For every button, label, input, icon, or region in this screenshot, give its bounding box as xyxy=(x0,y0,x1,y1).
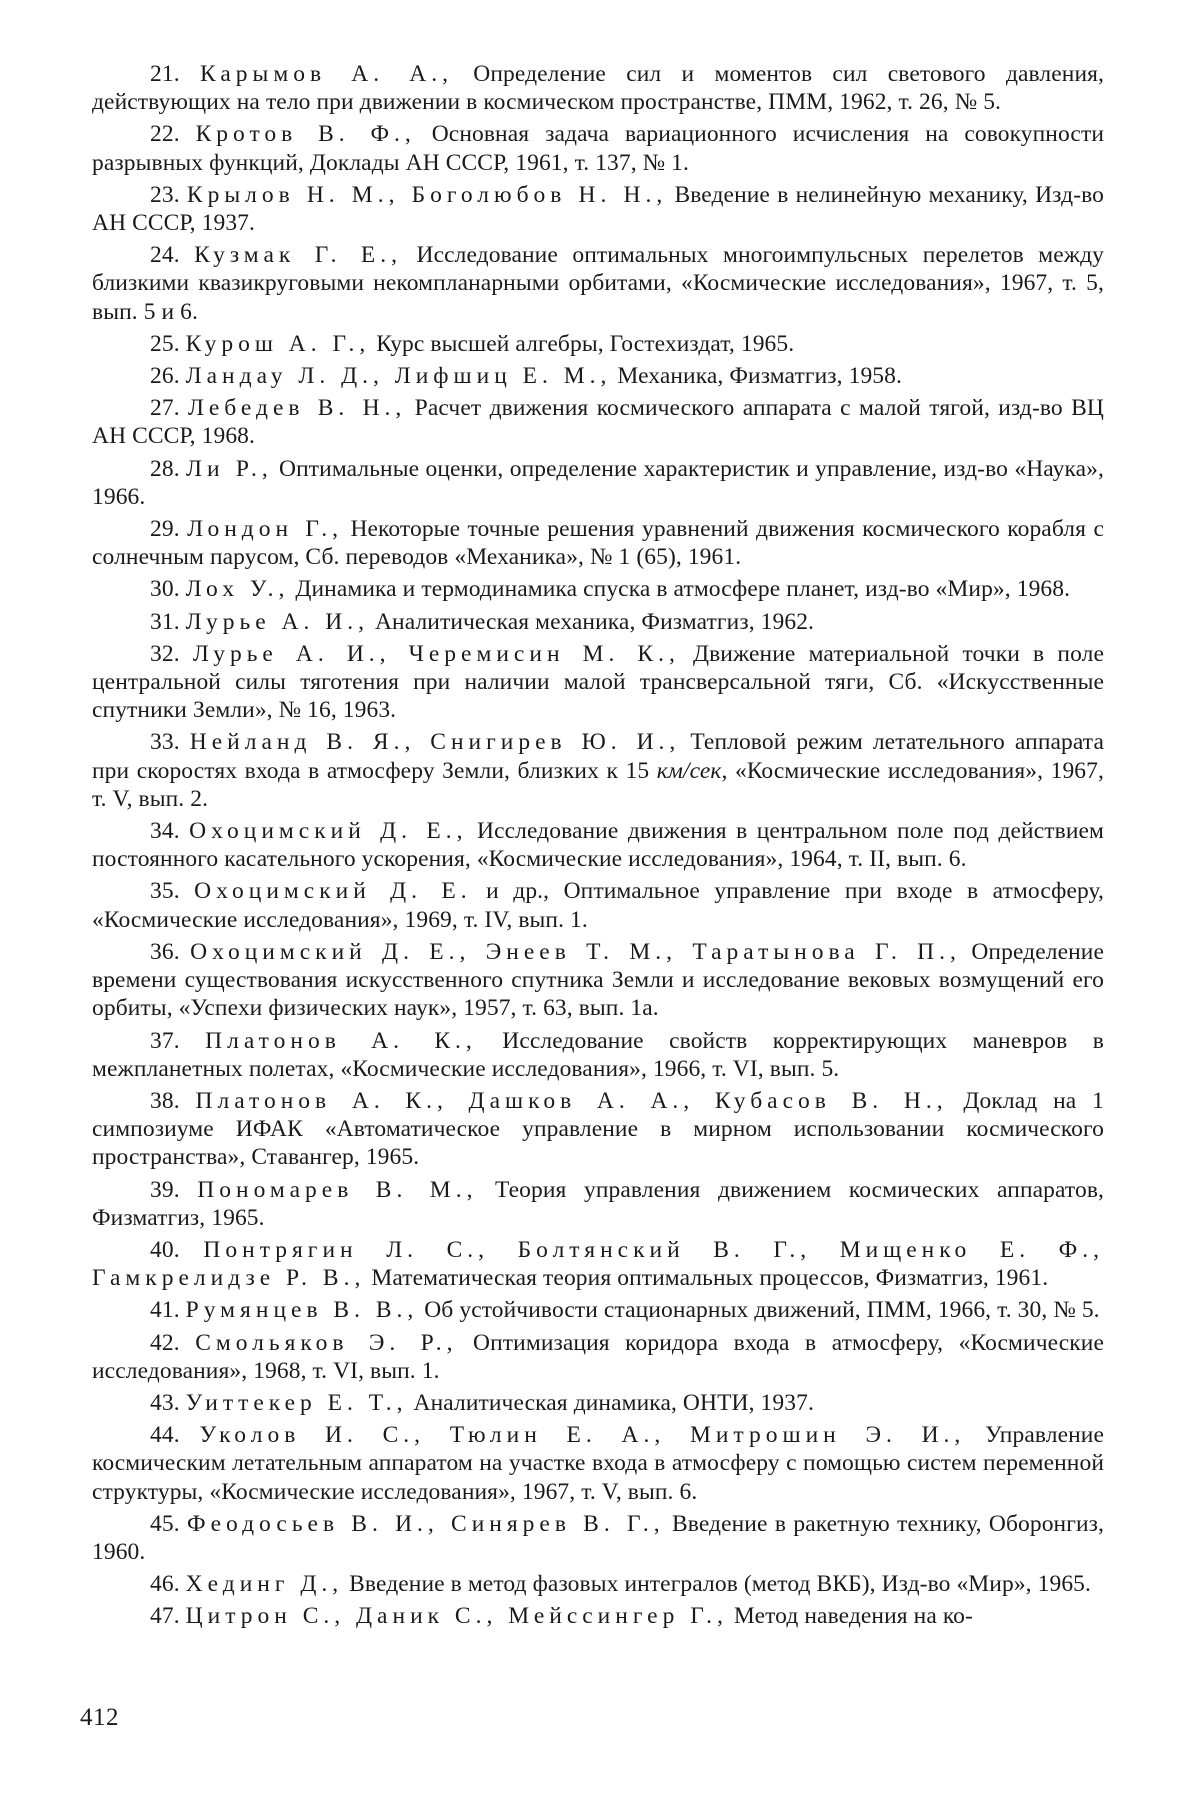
reference-text: Введение в метод фазовых интегралов (метод ВКБ), Изд-во «Мир», 1965. xyxy=(343,1571,1091,1597)
reference-item xyxy=(92,817,1104,873)
reference-item xyxy=(92,728,1104,813)
reference-authors: Смольяков Э. Р., xyxy=(195,1330,457,1356)
reference-item xyxy=(92,640,1104,725)
reference-unit-italic: км/сек xyxy=(657,758,722,784)
reference-authors: Хединг Д., xyxy=(186,1571,344,1597)
reference-text: Оптимизация коридора входа в атмосферу, «Космические исследования», 1968, т. VI, вып. 1. xyxy=(92,1330,1104,1384)
reference-number: 27. xyxy=(150,395,180,421)
reference-text: Исследование оптимальных многоимпульсных перелетов между близкими квазикруговыми некомпланарными орбитами, «Космические исследования», 1967, т. 5, вып. 5 и 6. xyxy=(92,242,1104,324)
reference-authors: Курош А. Г., xyxy=(186,331,371,357)
page-number: 412 xyxy=(80,1704,119,1732)
reference-number: 21. xyxy=(150,61,180,87)
reference-number: 35. xyxy=(150,878,180,904)
reference-number: 33. xyxy=(150,729,180,755)
reference-text: Аналитическая динамика, ОНТИ, 1937. xyxy=(408,1390,814,1416)
reference-text: Основная задача вариационного исчисления на совокупности разрывных функций, Доклады АН СССР, 1961, т. 137, № 1. xyxy=(92,121,1104,175)
reference-number: 42. xyxy=(150,1330,180,1356)
reference-text: Доклад на 1 симпозиуме ИФАК «Автоматическое управление в мирном использовании космического пространства», Ставангер, 1965. xyxy=(92,1088,1104,1170)
reference-authors: Пономарев В. М., xyxy=(197,1177,477,1203)
reference-authors: Лох У., xyxy=(186,576,290,602)
reference-item xyxy=(92,455,1104,511)
reference-item xyxy=(92,1176,1104,1232)
reference-number: 41. xyxy=(150,1297,180,1323)
reference-item xyxy=(92,120,1104,176)
reference-text: Исследование движения в центральном поле под действием постоянного касательного ускорения, «Космические исследования», 1964, т. II, вып. 6. xyxy=(92,818,1104,872)
reference-authors: Уколов И. С., Тюлин Е. А., Митрошин Э. И., xyxy=(200,1422,966,1448)
reference-item xyxy=(92,1570,1104,1598)
reference-authors: Понтрягин Л. С., Болтянский В. Г., Мищенко Е. Ф., Гамкрелидзе Р. В., xyxy=(92,1237,1104,1291)
reference-authors: Охоцимский Д. Е., Энеев Т. М., Таратынова Г. П., xyxy=(190,939,961,965)
reference-authors: Карымов А. А., xyxy=(200,61,453,87)
reference-item xyxy=(92,1510,1104,1566)
reference-item xyxy=(92,1296,1104,1324)
reference-number: 40. xyxy=(150,1237,180,1263)
reference-number: 30. xyxy=(150,576,180,602)
reference-item xyxy=(92,1421,1104,1506)
reference-text: Введение в ракетную технику, Оборонгиз, 1960. xyxy=(92,1511,1104,1565)
reference-authors: Уиттекер Е. Т., xyxy=(186,1390,408,1416)
reference-number: 22. xyxy=(150,121,180,147)
reference-text: Математическая теория оптимальных процессов, Физматгиз, 1961. xyxy=(365,1265,1048,1291)
reference-number: 44. xyxy=(150,1422,180,1448)
reference-number: 29. xyxy=(150,516,180,542)
reference-text: Динамика и термодинамика спуска в атмосфере планет, изд-во «Мир», 1968. xyxy=(289,576,1070,602)
reference-authors: Феодосьев В. И., Синярев В. Г., xyxy=(187,1511,665,1537)
reference-item xyxy=(92,575,1104,603)
reference-number: 38. xyxy=(150,1088,180,1114)
reference-authors: Лондон Г., xyxy=(187,516,343,542)
reference-number: 23. xyxy=(150,182,180,208)
reference-item xyxy=(92,515,1104,571)
reference-authors: Платонов А. К., xyxy=(205,1028,477,1054)
reference-authors: Кротов В. Ф., xyxy=(196,121,416,147)
reference-item xyxy=(92,1389,1104,1417)
reference-number: 37. xyxy=(150,1028,180,1054)
reference-text: Расчет движения космического аппарата с малой тягой, изд-во ВЦ АН СССР, 1968. xyxy=(92,395,1104,449)
reference-item xyxy=(92,60,1104,116)
reference-item xyxy=(92,1087,1104,1172)
reference-item xyxy=(92,608,1104,636)
reference-authors: Кузмак Г. Е., xyxy=(194,242,402,268)
reference-number: 39. xyxy=(150,1177,180,1203)
reference-text: Аналитическая механика, Физматгиз, 1962. xyxy=(369,609,814,635)
reference-list xyxy=(92,60,1104,1631)
reference-text: Теория управления движением космических аппаратов, Физматгиз, 1965. xyxy=(92,1177,1104,1231)
reference-number: 24. xyxy=(150,242,180,268)
reference-text-tail: , «Космические исследования», 1967, т. V, вып. 2. xyxy=(92,758,1104,812)
reference-item xyxy=(92,877,1104,933)
reference-authors: Ландау Л. Д., Лифшиц Е. М., xyxy=(186,363,612,389)
reference-item xyxy=(92,181,1104,237)
reference-text: Введение в нелинейную механику, Изд-во АН СССР, 1937. xyxy=(92,182,1104,236)
reference-number: 31. xyxy=(150,609,180,635)
reference-text: Исследование свойств корректирующих маневров в межпланетных полетах, «Космические исследования», 1966, т. VI, вып. 5. xyxy=(92,1028,1104,1082)
reference-number: 46. xyxy=(150,1571,180,1597)
reference-item xyxy=(92,1236,1104,1292)
book-page xyxy=(0,0,1200,1803)
reference-number: 28. xyxy=(150,456,180,482)
reference-number: 45. xyxy=(150,1511,180,1537)
reference-authors: Лебедев В. Н., xyxy=(188,395,406,421)
reference-authors: Лурье А. И., Черемисин М. К., xyxy=(193,641,680,667)
reference-authors: Охоцимский Д. Е. xyxy=(194,878,471,904)
reference-item xyxy=(92,330,1104,358)
reference-item xyxy=(92,241,1104,326)
reference-number: 36. xyxy=(150,939,180,965)
reference-number: 32. xyxy=(150,641,180,667)
reference-item xyxy=(92,394,1104,450)
reference-text: Управление космическим летательным аппаратом на участке входа в атмосферу с помощью систем переменной структуры, «Космические исследования», 1967, т. V, вып. 6. xyxy=(92,1422,1104,1504)
reference-text: Оптимальные оценки, определение характеристик и управление, изд-во «Наука», 1966. xyxy=(92,456,1104,510)
reference-text: Метод наведения на ко- xyxy=(728,1603,973,1629)
reference-item xyxy=(92,362,1104,390)
reference-text: Об устойчивости стационарных движений, ПММ, 1966, т. 30, № 5. xyxy=(418,1297,1099,1323)
reference-authors: Крылов Н. М., Боголюбов Н. Н., xyxy=(187,182,667,208)
reference-number: 43. xyxy=(150,1390,180,1416)
reference-authors: Лурье А. И., xyxy=(186,609,369,635)
reference-authors: Нейланд В. Я., Снигирев Ю. И., xyxy=(190,729,681,755)
reference-authors: Румянцев В. В., xyxy=(186,1297,419,1323)
reference-authors: Цитрон С., Даник С., Мейссингер Г., xyxy=(186,1603,728,1629)
reference-number: 47. xyxy=(150,1603,180,1629)
reference-number: 26. xyxy=(150,363,180,389)
reference-item xyxy=(92,1027,1104,1083)
reference-authors: Платонов А. К., Дашков А. А., Кубасов В. Н., xyxy=(196,1088,948,1114)
reference-number: 34. xyxy=(150,818,180,844)
reference-authors: Ли Р., xyxy=(186,456,273,482)
reference-authors: Охоцимский Д. Е., xyxy=(189,818,467,844)
reference-number: 25. xyxy=(150,331,180,357)
reference-text: Механика, Физматгиз, 1958. xyxy=(611,363,902,389)
reference-text: Определение времени существования искусственного спутника Земли и исследование вековых возмущений его орбиты, «Успехи физических наук», 1957, т. 63, вып. 1а. xyxy=(92,939,1104,1021)
reference-item xyxy=(92,1602,1104,1630)
reference-text: Движение материальной точки в поле центральной силы тяготения при наличии малой трансверсальной тяги, Сб. «Искусственные спутники Земли», № 16, 1963. xyxy=(92,641,1104,723)
reference-item xyxy=(92,1329,1104,1385)
reference-item xyxy=(92,938,1104,1023)
reference-text: Курс высшей алгебры, Гостехиздат, 1965. xyxy=(370,331,794,357)
reference-text: и др., Оптимальное управление при входе в атмосферу, «Космические исследования», 1969, т. IV, вып. 1. xyxy=(92,878,1104,932)
reference-text: Некоторые точные решения уравнений движения космического корабля с солнечным парусом, Сб. переводов «Механика», № 1 (65), 1961. xyxy=(92,516,1104,570)
reference-text: Тепловой режим летательного аппарата при скоростях входа в атмосферу Земли, близких к 15 xyxy=(92,729,1104,783)
reference-text: Определение сил и моментов сил светового давления, действующих на тело при движении в космическом пространстве, ПММ, 1962, т. 26, № 5. xyxy=(92,61,1104,115)
